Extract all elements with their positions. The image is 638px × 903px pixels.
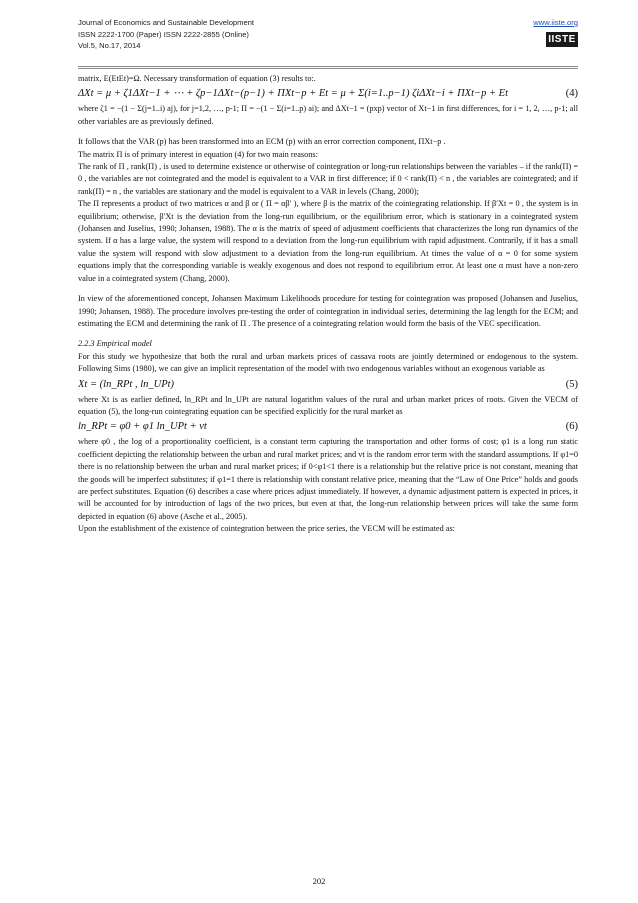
equation-5 — [78, 376, 578, 394]
paragraph-johansen: In view of the aforementioned concept, Johansen Maximum Likelihoods procedure for testing for cointegration was proposed (Johansen and Juselius, 1990; Johansen, 1988). The procedure involves pre-testing the order of cointegration in individual series, determining the lag length for the ECM; and estimating the ECM and determining the rank of Π . The presence of a cointegrating relation would form the basis of the VEC specification. — [78, 294, 578, 328]
equation-5-text: Xt = (ln_RPt , ln_UPt) — [78, 378, 175, 390]
paragraph-where-zeta: where ζ1 = −(1 − Σ(j=1..i) aj), for j=1,2, …, p-1; Π = −(1 − Σ(i=1..p) ai); and ΔXt−1 = (pxp) vector of Xt−1 in first differences, for i = 1, 2, …, p-1; all other variables are as previously defined. — [78, 104, 578, 126]
paragraph-ecm: It follows that the VAR (p) has been transformed into an ECM (p) with an error correction component, ΠXt−p . — [78, 137, 446, 147]
journal-issn: ISSN 2222-1700 (Paper) ISSN 2222-2855 (Online) — [78, 29, 249, 39]
paragraph-vecm: Upon the establishment of the existence of cointegration between the price series, the VECM will be estimated as: — [78, 524, 455, 534]
equation-5-number: (5) — [565, 378, 578, 390]
paragraph-intro: matrix, E(EtEt)=Ω. Necessary transformation of equation (3) results to:. — [78, 74, 316, 83]
paragraph-hypothesis: For this study we hypothesize that both the rural and urban markets prices of cassava roots are jointly determined or endogenous to the system. Following Sims (1980), we can give an implicit representation of the model with two endogenous variables without an exogenous variable as — [78, 351, 578, 374]
paragraph-alpha-beta: The Π represents a product of two matrices α and β or ( Π = αβ′ ), where β is the matrix of the cointegrating relationship. If β′Xt = 0 , the system is in equilibrium; otherwise, β′Xt is the deviation from the long-run equilibrium, or the equilibrium error, which is stationary in a cointegrated system (Johansen and Juselius, 1990; Johansen, 1988). The α is the matrix of speed of adjustment coefficients that characterizes the long run dynamics of the system. If α has a large value, the system will respond to a deviation from the long-run equilibrium with rapid adjustment. Contrarily, if it has a small value the system will respond with slow adjustment to a deviation from the long-run equilibrium. At times the value of α = 0 for some system equations imply that the corresponding variable is weakly exogenous and does not respond to equilibrium error. At least one α must have a non-zero value in a cointegrated system (Chang, 2000). — [78, 199, 578, 283]
page-number: 202 — [312, 876, 326, 886]
equation-6-text: ln_RPt = φ0 + φ1 ln_UPt + vt — [78, 421, 207, 433]
iiste-logo: IISTE — [546, 32, 578, 47]
equation-4 — [78, 85, 578, 103]
equation-6-number: (6) — [565, 421, 578, 433]
section-heading: 2.2.3 Empirical model — [78, 339, 152, 349]
equation-6 — [78, 418, 578, 436]
page-body — [78, 73, 578, 536]
paragraph-matrix-pi: The matrix Π is of primary interest in equation (4) for two main reasons: — [78, 149, 318, 159]
journal-header — [78, 17, 458, 52]
paragraph-rank: The rank of Π , rank(Π) , is used to determine existence or otherwise of cointegration or long-run relationships between the variables – if the rank(Π) = 0 , the variables are not cointegrated and the model is equivalent to a VAR in first difference; if 0 < rank(Π) < n , the variables are cointegrated; and if rank(Π) = n , the variables are stationary and the model is equivalent to a VAR in levels (Chang, 2000); — [78, 162, 578, 196]
paragraph-variables: where Xt is as earlier defined, ln_RPt and ln_UPt are natural logarithm values of the rural and urban market prices of roots. Given the VECM of equation (5), the long-run cointegrating equation can be specified explicitly for the rural market as — [78, 394, 578, 416]
website-link[interactable]: www.iiste.org — [533, 18, 578, 27]
equation-4-text: ΔXt = μ + ζ1ΔXt−1 + ⋯ + ζp−1ΔXt−(p−1) + ΠXt−p + Et = μ + Σ(i=1..p−1) ζiΔXt−i + ΠXt−p + Et — [78, 88, 508, 100]
header-divider — [78, 66, 578, 69]
header-right — [533, 17, 578, 47]
equation-4-number: (4) — [565, 88, 578, 100]
journal-volume: Vol.5, No.17, 2014 — [78, 41, 141, 50]
paragraph-phi: where φ0 , the log of a proportionality coefficient, is a constant term capturing the transportation and other forms of cost; φ1 is a long run static coefficient depicting the relationship between the urban and rural market prices; and vt is the random error term with the standard assumptions. If φ1=0 there is no relationship between the urban and rural market prices; if 0<φ1<1 there is a relationship but the relative price is not constant, meaning that the goods will be imperfect substitutes; if φ1=1 there is relationship with constant relative price, meaning that the “Law of One Price” holds and goods are perfect substitutes. Equation (6) describes a case where prices adjust immediately. If however, a dynamic adjustment pattern is expected in prices, it will be accounted for by introduction of lags of the two prices, but even at that, the long-run relationship between prices will take the same form depicted in equation (6) above (Asche et al., 2005). — [78, 437, 578, 521]
journal-title: Journal of Economics and Sustainable Development — [78, 18, 255, 27]
